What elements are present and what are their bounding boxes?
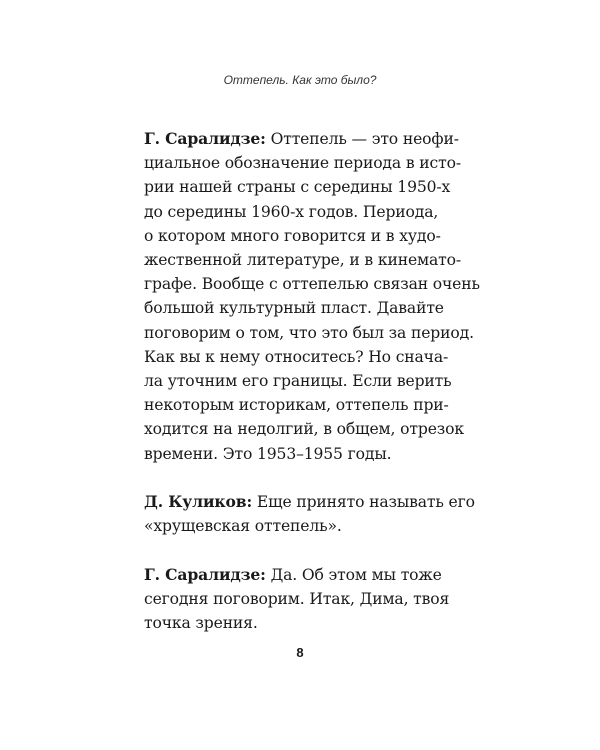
text-line xyxy=(144,490,474,514)
line-text: Да. Об этом мы тоже xyxy=(270,565,442,584)
paragraph-kulikov xyxy=(144,490,474,538)
text-line: некоторым историкам, оттепель при- xyxy=(144,396,449,415)
text-line: рии нашей страны с середины 1950-х xyxy=(144,178,451,197)
text-line xyxy=(144,127,474,151)
paragraph-saralidze-2 xyxy=(144,563,474,636)
text-line xyxy=(144,563,474,587)
speaker-name: Д. Куликов: xyxy=(144,492,253,512)
text-line: циальное обозначение периода в исто- xyxy=(144,154,461,173)
text-line: Как вы к нему относитесь? Но снача- xyxy=(144,347,449,366)
text-line: сегодня поговорим. Итак, Дима, твоя xyxy=(144,589,450,608)
text-line: «хрущевская оттепель». xyxy=(144,517,342,536)
text-line: о котором много говорится и в худо- xyxy=(144,226,441,245)
text-line: поговорим о том, что это был за период. xyxy=(144,323,474,342)
text-line: ходится на недолгий, в общем, отрезок xyxy=(144,420,464,439)
paragraph-saralidze-1 xyxy=(144,127,480,466)
text-line: жественной литературе, и в кинемато- xyxy=(144,251,461,270)
text-line: большой культурный пласт. Давайте xyxy=(144,299,444,318)
running-header: Оттепель. Как это было? xyxy=(223,73,377,87)
text-line: точка зрения. xyxy=(144,614,258,633)
text-line: времени. Это 1953–1955 годы. xyxy=(144,444,392,463)
text-line: графе. Вообще с оттепелью связан очень xyxy=(144,275,480,294)
line-text: Оттепель — это неофи- xyxy=(270,130,459,148)
text-line: до середины 1960-х годов. Периода, xyxy=(144,202,439,221)
page-number: 8 xyxy=(296,645,304,660)
text-line: ла уточним его границы. Если верить xyxy=(144,372,452,391)
speaker-name: Г. Саралидзе: xyxy=(144,129,266,148)
speaker-name: Г. Саралидзе: xyxy=(144,564,266,584)
line-text: Еще принято называть его xyxy=(256,493,475,512)
dialogue-text xyxy=(144,127,480,659)
